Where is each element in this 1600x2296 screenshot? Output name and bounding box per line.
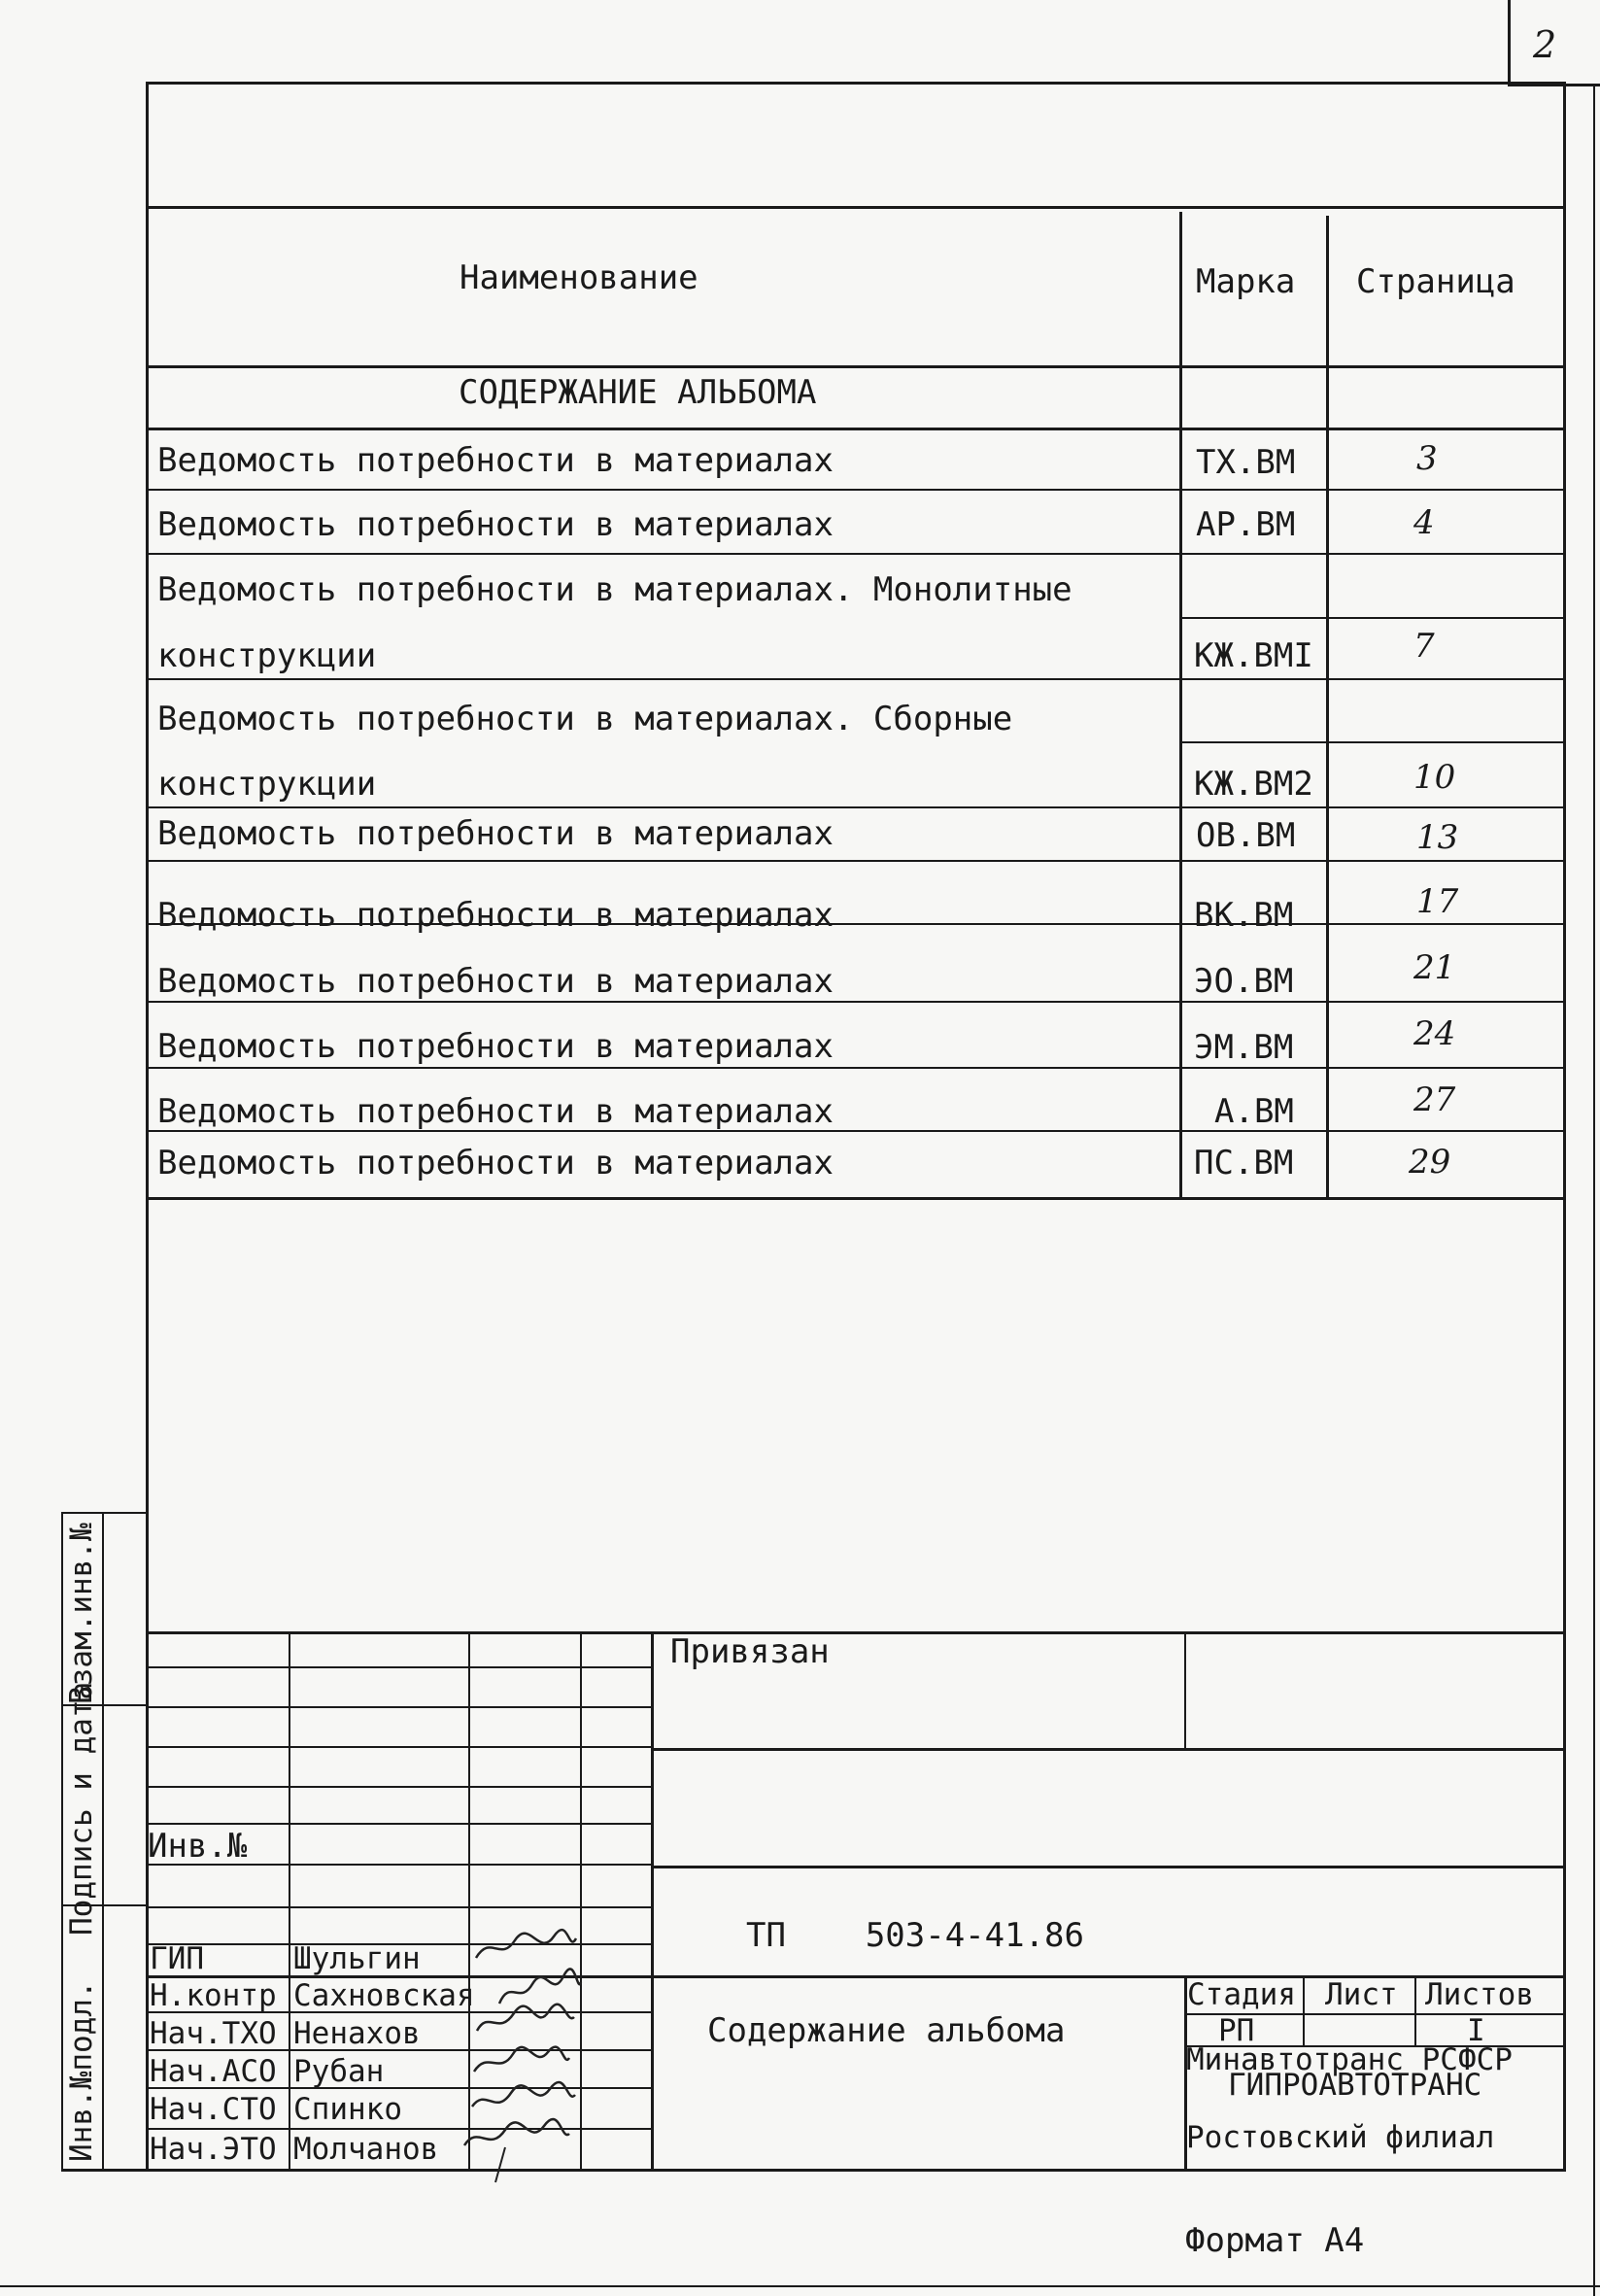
header-name: Наименование bbox=[460, 258, 698, 297]
row-page: 27 bbox=[1413, 1080, 1456, 1119]
staff-role: Нач.ЭТО bbox=[150, 2132, 277, 2167]
privyazan-label: Привязан bbox=[670, 1632, 830, 1671]
staff-role: Н.контр bbox=[150, 1978, 277, 2013]
row-page: 17 bbox=[1416, 882, 1459, 921]
frame-right bbox=[1563, 82, 1566, 2171]
format-label: Формат А4 bbox=[1185, 2221, 1365, 2260]
row-name: Ведомость потребности в материалах bbox=[157, 962, 834, 1001]
org-ministry: Минавтотранс РСФСР bbox=[1186, 2042, 1513, 2077]
row-page: 29 bbox=[1409, 1143, 1451, 1182]
row-name-cont: конструкции bbox=[157, 765, 377, 804]
stage-header: Стадия bbox=[1187, 1977, 1296, 2012]
staff-name: Рубан bbox=[293, 2054, 385, 2089]
sheet-number: 2 bbox=[1533, 23, 1557, 66]
section-title: СОДЕРЖАНИЕ АЛЬБОМА bbox=[459, 373, 817, 412]
inv-no-label: Инв.№ bbox=[148, 1827, 248, 1866]
sheets-value: I bbox=[1467, 2013, 1485, 2048]
header-mark: Марка bbox=[1196, 262, 1296, 301]
row-mark: ОВ.ВМ bbox=[1196, 816, 1296, 855]
row-mark: ПС.ВМ bbox=[1194, 1144, 1294, 1182]
staff-name: Спинко bbox=[293, 2092, 402, 2127]
row-name: Ведомость потребности в материалах bbox=[157, 1027, 834, 1066]
row-page: 24 bbox=[1413, 1014, 1456, 1053]
staff-role: Нач.СТО bbox=[150, 2092, 277, 2127]
staff-role: ГИП bbox=[150, 1941, 204, 1976]
row-name: Ведомость потребности в материалах bbox=[157, 505, 834, 544]
row-name: Ведомость потребности в материалах bbox=[157, 1144, 834, 1182]
row-mark: А.ВМ bbox=[1214, 1092, 1294, 1131]
signature-molchanov bbox=[457, 2118, 573, 2186]
row-name: Ведомость потребности в материалах bbox=[157, 814, 834, 853]
frame-bottom bbox=[61, 2169, 1566, 2172]
staff-role: Нач.ТХО bbox=[150, 2016, 277, 2051]
row-mark: ТХ.ВМ bbox=[1196, 443, 1296, 482]
staff-name: Ненахов bbox=[293, 2016, 421, 2051]
doc-code: ТП 503-4-41.86 bbox=[746, 1916, 1084, 1955]
row-page: 7 bbox=[1413, 627, 1435, 666]
side-label-vzam: Взам.инв.№ bbox=[64, 1523, 99, 1704]
signature-spinko bbox=[466, 2081, 578, 2120]
row-mark: КЖ.ВМI bbox=[1194, 636, 1313, 675]
org-branch: Ростовский филиал bbox=[1186, 2120, 1495, 2155]
row-name: Ведомость потребности в материалах bbox=[157, 896, 834, 935]
row-mark: КЖ.ВМ2 bbox=[1194, 765, 1313, 804]
staff-name: Молчанов bbox=[293, 2132, 439, 2167]
row-page: 13 bbox=[1416, 818, 1459, 857]
header-page: Страница bbox=[1356, 262, 1515, 301]
row-name: Ведомость потребности в материалах bbox=[157, 1092, 834, 1131]
row-mark: ЭО.ВМ bbox=[1194, 962, 1294, 1001]
staff-name: Сахновская bbox=[293, 1978, 475, 2013]
row-mark: ЭМ.ВМ bbox=[1194, 1028, 1294, 1067]
org-institute: ГИПРОАВТОТРАНС bbox=[1228, 2068, 1482, 2103]
sheets-header: Листов bbox=[1425, 1977, 1534, 2012]
signature-ruban bbox=[466, 2042, 573, 2081]
row-page: 4 bbox=[1413, 503, 1435, 542]
row-name-cont: конструкции bbox=[157, 636, 377, 675]
row-name: Ведомость потребности в материалах bbox=[157, 441, 834, 480]
stage-value: РП bbox=[1218, 2013, 1255, 2048]
doc-title: Содержание альбома bbox=[707, 2011, 1066, 2050]
staff-role: Нач.АСО bbox=[150, 2054, 277, 2089]
frame-top bbox=[146, 82, 1566, 85]
row-mark: АР.ВМ bbox=[1196, 505, 1296, 544]
row-page: 3 bbox=[1416, 439, 1438, 478]
row-page: 10 bbox=[1413, 758, 1456, 797]
row-mark: ВК.ВМ bbox=[1194, 896, 1294, 935]
side-label-inv-podl: Инв.№подл. bbox=[64, 1980, 99, 2162]
staff-name: Шульгин bbox=[293, 1941, 421, 1976]
row-page: 21 bbox=[1413, 948, 1456, 987]
signature-nenakhov bbox=[471, 2004, 578, 2042]
signature-shulgin bbox=[471, 1929, 578, 1968]
side-label-podpis: Подпись и дата bbox=[64, 1681, 99, 1936]
sheet-header: Лист bbox=[1325, 1977, 1398, 2012]
row-name: Ведомость потребности в материалах. Сборные bbox=[157, 700, 1013, 738]
row-name: Ведомость потребности в материалах. Монолитные bbox=[157, 570, 1072, 609]
